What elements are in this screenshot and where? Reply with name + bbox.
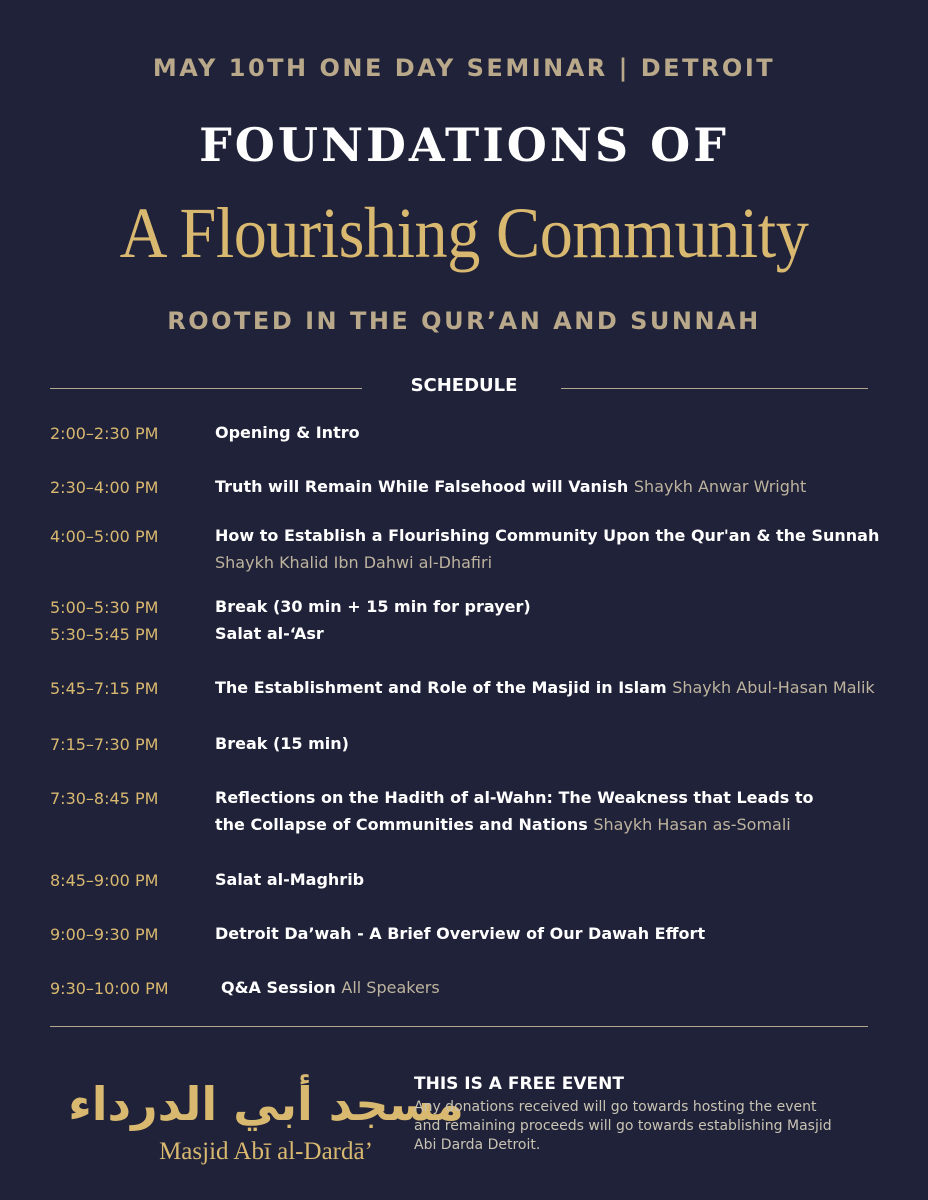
schedule-divider-right [561, 388, 868, 389]
schedule-time: 2:00–2:30 PM [50, 424, 159, 443]
session-title: Salat al-Maghrib [215, 870, 365, 889]
logo-name: Masjid Abī al-Dardā’ [159, 1138, 373, 1165]
title-line-1: FOUNDATIONS OF [199, 118, 729, 172]
session-title: The Establishment and Role of the Masjid in Islam Shaykh Abul-Hasan Malik [215, 678, 875, 697]
subtitle: ROOTED IN THE QUR’AN AND SUNNAH [167, 307, 761, 335]
session-title: Break (30 min + 15 min for prayer) [215, 597, 531, 616]
session-title: Opening & Intro [215, 423, 360, 442]
free-event-title: THIS IS A FREE EVENT [414, 1074, 624, 1094]
speaker-name: All Speakers [341, 978, 440, 997]
schedule-time: 5:00–5:30 PM [50, 598, 159, 617]
session-title: How to Establish a Flourishing Community Upon the Qur'an & the Sunnah Shaykh Khalid Ibn Dahwi al-Dhafiri [215, 526, 880, 572]
session-title: Detroit Da’wah - A Brief Overview of Our Dawah Effort [215, 924, 706, 943]
free-event-text: Any donations received will go towards hosting the event and remaining proceeds will go towards establishing Masjid Abi Darda Detroit. [414, 1099, 832, 1153]
schedule-time: 9:30–10:00 PM [50, 979, 169, 998]
session-title: Q&A Session All Speakers [221, 978, 440, 997]
schedule-time: 9:00–9:30 PM [50, 925, 159, 944]
masjid-logo-calligraphy [68, 1062, 464, 1142]
session-title: Salat al-‘Asr [215, 624, 324, 643]
schedule-heading: SCHEDULE [410, 375, 518, 396]
event-kicker: MAY 10TH ONE DAY SEMINAR | DETROIT [152, 54, 776, 82]
speaker-name: Shaykh Hasan as-Somali [593, 815, 791, 834]
footer-divider [50, 1026, 868, 1027]
speaker-name: Shaykh Abul-Hasan Malik [672, 678, 875, 697]
schedule-time: 8:45–9:00 PM [50, 871, 159, 890]
session-title: Truth will Remain While Falsehood will Vanish Shaykh Anwar Wright [215, 477, 807, 496]
session-title: Break (15 min) [215, 734, 349, 753]
speaker-name: Shaykh Anwar Wright [633, 477, 807, 496]
title-line-2: A Flourishing Community [119, 193, 809, 273]
schedule-time: 5:45–7:15 PM [50, 679, 159, 698]
speaker-name: Shaykh Khalid Ibn Dahwi al-Dhafiri [215, 553, 493, 572]
schedule-time: 7:30–8:45 PM [50, 789, 159, 808]
schedule-time: 7:15–7:30 PM [50, 735, 159, 754]
session-title: Reflections on the Hadith of al-Wahn: The Weakness that Leads to the Collapse of Communities and Nations Shaykh Hasan as-Somali [215, 788, 814, 834]
schedule-time: 4:00–5:00 PM [50, 527, 159, 546]
schedule-time: 5:30–5:45 PM [50, 625, 159, 644]
logo-arabic-text: مسجد أبي الدرداء [68, 1077, 464, 1131]
schedule-time: 2:30–4:00 PM [50, 478, 159, 497]
